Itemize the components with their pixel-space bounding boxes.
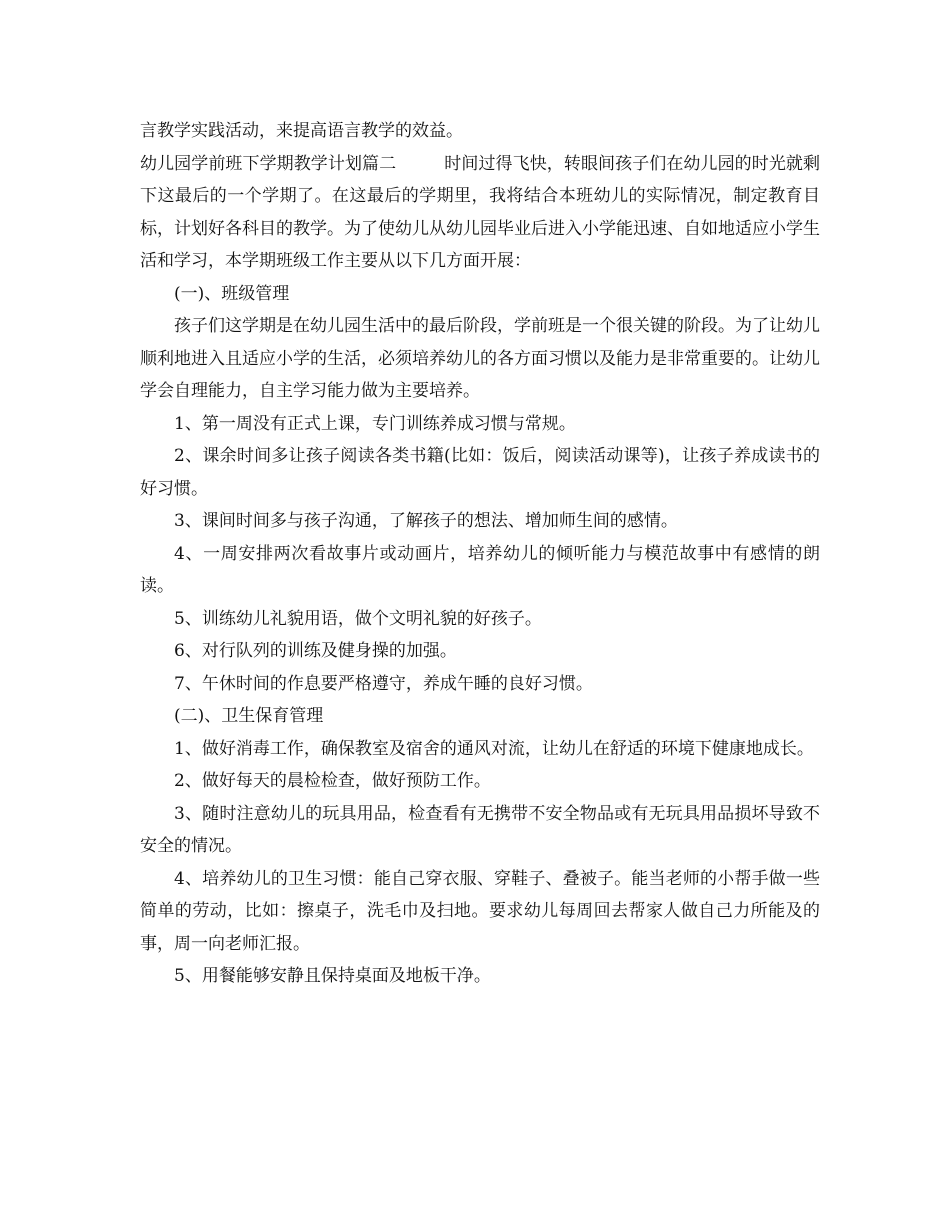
list-item: 5、训练幼儿礼貌用语，做个文明礼貌的好孩子。 xyxy=(174,608,542,629)
intro-tail-paragraph: 言教学实践活动，来提高语言教学的效益。 xyxy=(140,121,463,141)
list-item: 7、午休时间的作息要严格遵守，养成午睡的良好习惯。 xyxy=(174,673,593,694)
list-item: 1、第一周没有正式上课，专门训练养成习惯与常规。 xyxy=(174,413,576,434)
plan-title: 幼儿园学前班下学期教学计划篇二 xyxy=(140,153,397,174)
list-item: 2、做好每天的晨检检查，做好预防工作。 xyxy=(174,771,491,791)
list-item: 4、培养幼儿的卫生习惯：能自己穿衣服、穿鞋子、叠被子。能当老师的小帮手做一些简单的劳动，比如：擦桌子，洗毛巾及扫地。要求幼儿每周回去帮家人做自己力所能及的事，周一向老师汇报。 xyxy=(140,868,820,954)
list-item: 2、课余时间多让孩子阅读各类书籍(比如：饭后，阅读活动课等)，让孩子养成读书的好习惯。 xyxy=(140,446,820,499)
section1-intro: 孩子们这学期是在幼儿园生活中的最后阶段，学前班是一个很关键的阶段。为了让幼儿顺利地进入且适应小学的生活，必须培养幼儿的各方面习惯以及能力是非常重要的。让幼儿学会自理能力，自主学习能力做为主要培养。 xyxy=(140,316,820,401)
section2-heading: (二)、卫生保育管理 xyxy=(174,706,324,726)
list-item: 4、一周安排两次看故事片或动画片，培养幼儿的倾听能力与模范故事中有感情的朗读。 xyxy=(140,543,820,596)
list-item: 6、对行队列的训练及健身操的加强。 xyxy=(174,641,457,661)
section1-heading: (一)、班级管理 xyxy=(174,283,290,304)
list-item: 1、做好消毒工作，确保教室及宿舍的通风对流，让幼儿在舒适的环境下健康地成长。 xyxy=(174,738,814,759)
list-item: 3、课间时间多与孩子沟通，了解孩子的想法、增加师生间的感情。 xyxy=(174,511,678,531)
list-item: 5、用餐能够安静且保持桌面及地板干净。 xyxy=(174,966,491,986)
plan-intro: 时间过得飞快，转眼间孩子们在幼儿园的时光就剩下这最后的一个学期了。在这最后的学期里，我将结合本班幼儿的实际情况，制定教育目标，计划好各科目的教学。为了使幼儿从幼儿园毕业后进入小学能迅速、自如地适应小学生活和学习，本学期班级工作主要从以下几方面开展： xyxy=(140,153,821,271)
list-item: 3、随时注意幼儿的玩具用品，检查看有无携带不安全物品或有无玩具用品损坏导致不安全的情况。 xyxy=(140,803,820,856)
plan-paragraph xyxy=(140,148,820,278)
document-page xyxy=(140,115,820,993)
